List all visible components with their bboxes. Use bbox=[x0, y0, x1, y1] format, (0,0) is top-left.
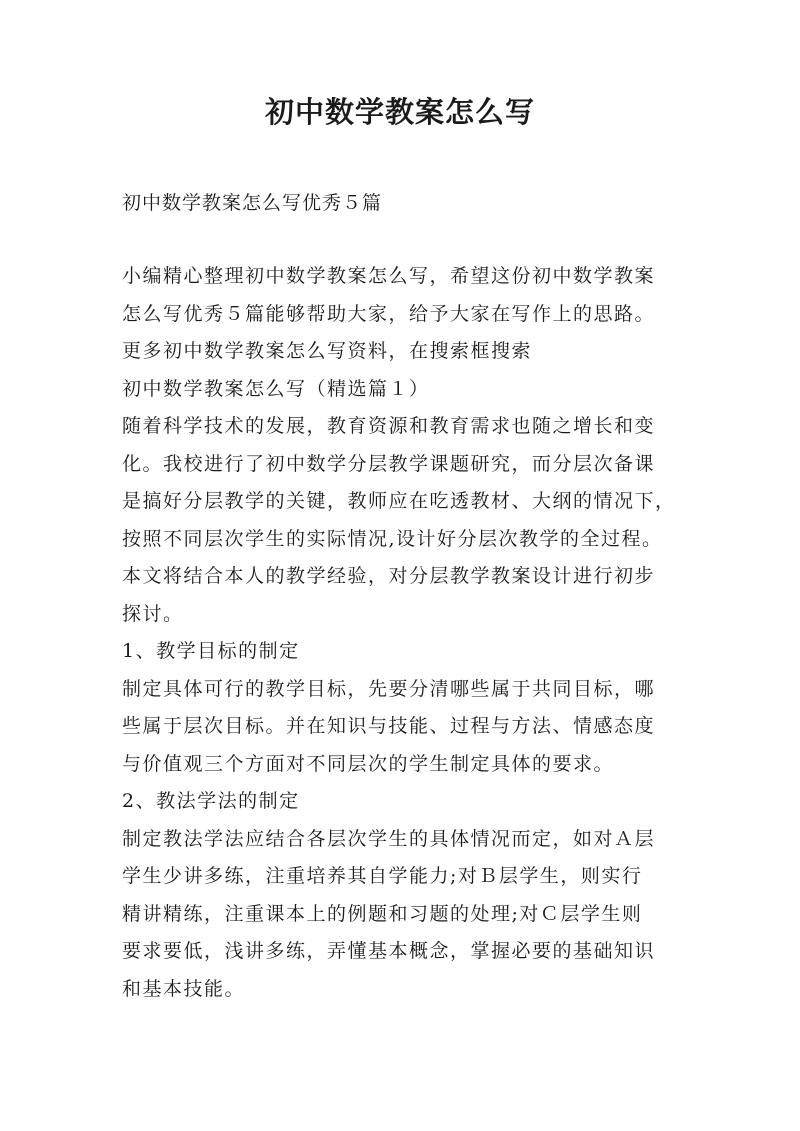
body-line: 小编精心整理初中数学教案怎么写，希望这份初中数学教案 bbox=[122, 265, 656, 287]
section-heading: 1、教学目标的制定 bbox=[122, 640, 300, 662]
document-body bbox=[122, 258, 702, 1008]
document-subtitle: 初中数学教案怎么写优秀５篇 bbox=[122, 192, 383, 214]
body-line: 随着科学技术的发展，教育资源和教育需求也随之增长和变 bbox=[122, 415, 656, 437]
section-heading: 初中数学教案怎么写（精选篇１） bbox=[122, 377, 430, 400]
body-line: 怎么写优秀５篇能够帮助大家，给予大家在写作上的思路。 bbox=[122, 302, 656, 325]
body-line: 学生少讲多练，注重培养其自学能力;对Ｂ层学生，则实行 bbox=[122, 865, 643, 887]
body-line: 制定教法学法应结合各层次学生的具体情况而定，如对Ａ层 bbox=[122, 827, 656, 850]
body-line: 些属于层次目标。并在知识与技能、过程与方法、情感态度 bbox=[122, 715, 656, 737]
body-line: 制定具体可行的教学目标，先要分清哪些属于共同目标，哪 bbox=[122, 677, 656, 700]
body-line: 更多初中数学教案怎么写资料，在搜索框搜索 bbox=[122, 340, 533, 362]
body-line: 是搞好分层教学的关键，教师应在吃透教材、大纲的情况下， bbox=[122, 490, 676, 512]
body-line: 和基本技能。 bbox=[122, 977, 246, 1000]
body-line: 与价值观三个方面对不同层次的学生制定具体的要求。 bbox=[122, 752, 615, 775]
document-title: 初中数学教案怎么写 bbox=[264, 95, 535, 129]
body-line: 化。我校进行了初中数学分层教学课题研究，而分层次备课 bbox=[122, 452, 656, 475]
body-line: 探讨。 bbox=[122, 602, 184, 625]
body-line: 要求要低，浅讲多练，弄懂基本概念，掌握必要的基础知识 bbox=[122, 940, 656, 962]
body-line: 按照不同层次学生的实际情况,设计好分层次教学的全过程。 bbox=[122, 527, 663, 550]
body-line: 本文将结合本人的教学经验，对分层教学教案设计进行初步 bbox=[122, 565, 656, 587]
section-heading: 2、教法学法的制定 bbox=[122, 790, 300, 812]
body-line: 精讲精练，注重课本上的例题和习题的处理;对Ｃ层学生则 bbox=[122, 902, 643, 925]
